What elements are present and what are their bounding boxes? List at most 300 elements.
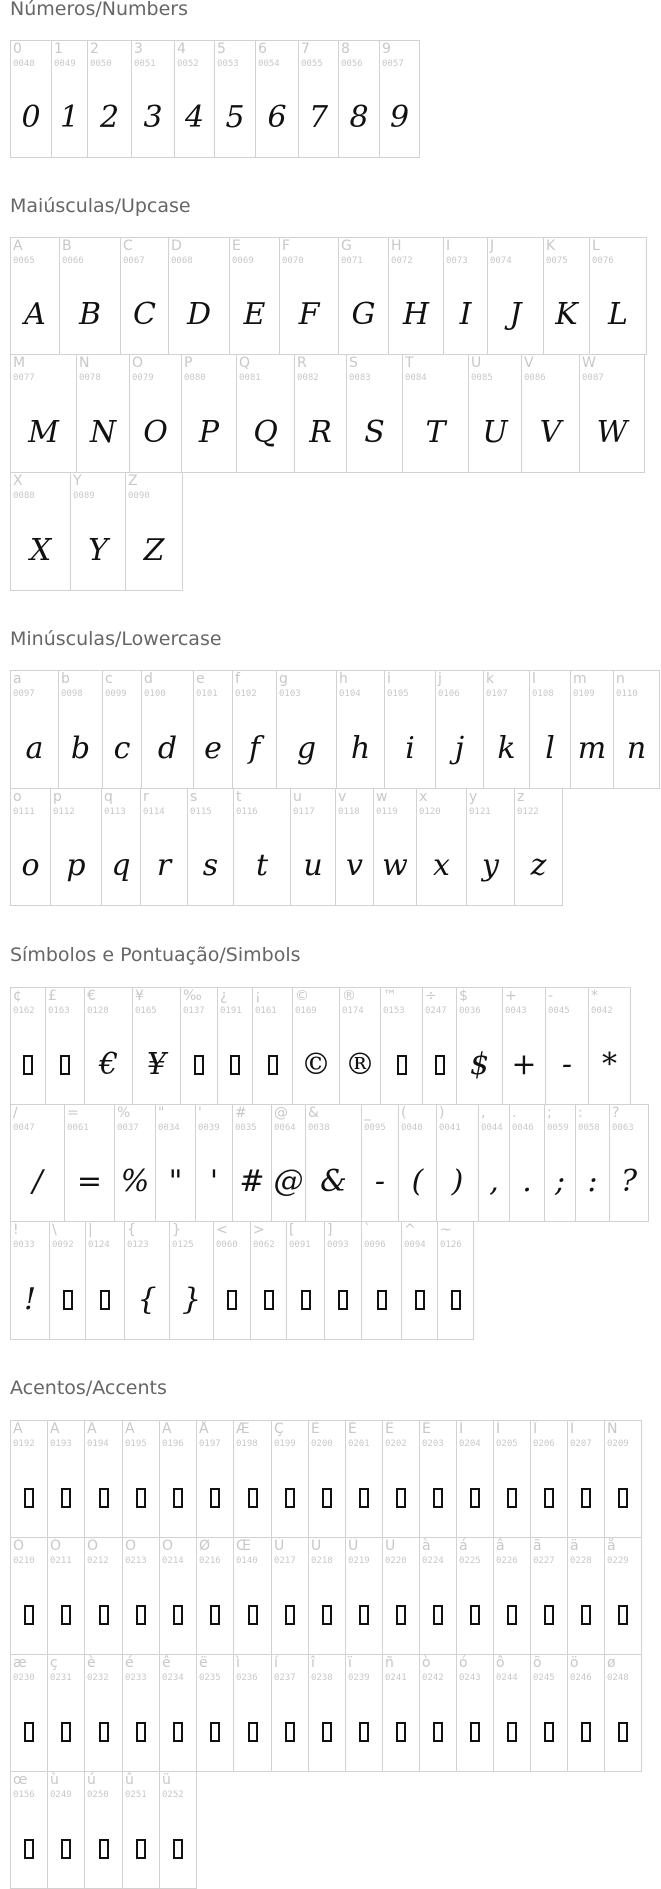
glyph-char-label: A (13, 238, 23, 254)
glyph-char-label: m (573, 671, 587, 687)
glyph-code-label: 0093 (327, 1240, 349, 1250)
glyph-cell (567, 1654, 605, 1772)
glyph-code-label: 0087 (582, 373, 604, 383)
glyph-cell (286, 1221, 325, 1340)
glyph-char-label: a (13, 671, 22, 687)
glyph-char-label: , (481, 1105, 486, 1121)
glyph-char-label: ø (607, 1655, 616, 1671)
glyph-char-label: á (459, 1538, 468, 1554)
glyph-cell (339, 987, 381, 1105)
glyph-sample: - (561, 1047, 573, 1082)
section-title: Símbolos e Pontuação/Simbols (10, 944, 301, 966)
glyph-cell (187, 788, 234, 906)
glyph-sample: o (21, 848, 40, 883)
glyph-cell (388, 237, 444, 355)
glyph-code-label: 0098 (61, 689, 83, 699)
missing-glyph-box-icon (494, 1697, 530, 1767)
glyph-code-label: 0110 (616, 689, 638, 699)
glyph-char-label: ~ (440, 1222, 452, 1238)
glyph-char-label: x (419, 789, 428, 805)
glyph-cell (493, 1537, 531, 1655)
glyph-code-label: 0097 (13, 689, 35, 699)
glyph-cell (59, 237, 121, 355)
missing-glyph-box-icon (605, 1463, 641, 1533)
glyph-char-label: n (616, 671, 625, 687)
missing-glyph-box-icon (253, 1030, 292, 1100)
glyph-code-label: 0213 (125, 1556, 147, 1566)
glyph-cell (276, 670, 337, 789)
missing-glyph-box-icon (381, 1030, 422, 1100)
glyph-code-label: 0191 (220, 1006, 242, 1016)
glyph-char-label: ' (198, 1105, 202, 1121)
glyph-code-label: 0124 (88, 1240, 110, 1250)
glyph-char-label: Ü (385, 1538, 396, 1554)
glyph-code-label: 0201 (348, 1439, 370, 1449)
glyph-char-label: f (235, 671, 240, 687)
glyph-cell (217, 987, 253, 1105)
glyph-sample: C (133, 297, 156, 332)
missing-glyph-box-icon (457, 1580, 493, 1650)
glyph-cell (84, 1654, 123, 1772)
glyph-sample: R (309, 414, 332, 450)
glyph-code-label: 0076 (592, 256, 614, 266)
glyph-char-label: 2 (90, 41, 99, 57)
missing-glyph-box-icon (160, 1463, 196, 1533)
glyph-char-label: | (88, 1222, 93, 1238)
missing-glyph-box-icon (309, 1463, 345, 1533)
glyph-code-label: 0102 (235, 689, 257, 699)
missing-glyph-box-icon (85, 1814, 122, 1884)
glyph-cell (530, 1654, 568, 1772)
glyph-code-label: 0229 (607, 1556, 629, 1566)
glyph-sample: g (296, 730, 317, 766)
section-title: Minúsculas/Lowercase (10, 628, 222, 650)
glyph-cell (443, 237, 488, 355)
glyph-char-label: 9 (382, 41, 391, 57)
glyph-code-label: 0120 (419, 807, 441, 817)
glyph-code-label: 0169 (295, 1006, 317, 1016)
glyph-code-label: 0217 (274, 1556, 296, 1566)
glyph-char-label: æ (13, 1655, 27, 1671)
glyph-sample: 3 (143, 100, 163, 135)
glyph-char-label: _ (364, 1105, 371, 1121)
glyph-char-label: Z (128, 473, 138, 489)
missing-glyph-box-icon (457, 1463, 493, 1533)
glyph-sample: . (522, 1164, 532, 1199)
glyph-char-label: u (293, 789, 302, 805)
glyph-char-label: 3 (134, 41, 143, 57)
glyph-code-label: 0197 (199, 1439, 221, 1449)
glyph-cell (101, 788, 141, 906)
glyph-code-label: 0209 (607, 1439, 629, 1449)
glyph-sample: } (181, 1281, 202, 1317)
glyph-cell (466, 788, 515, 906)
missing-glyph-box-icon (11, 1697, 47, 1767)
glyph-code-label: 0192 (13, 1439, 35, 1449)
glyph-code-label: 0104 (339, 689, 361, 699)
glyph-cell (609, 1104, 649, 1222)
glyph-char-label: U (471, 355, 482, 371)
glyph-code-label: 0090 (128, 491, 150, 501)
glyph-char-label: õ (533, 1655, 542, 1671)
glyph-code-label: 0069 (232, 256, 254, 266)
glyph-cell (379, 40, 420, 158)
missing-glyph-box-icon (11, 1030, 45, 1100)
glyph-code-label: 0046 (512, 1123, 534, 1133)
glyph-char-label: é (125, 1655, 134, 1671)
glyph-code-label: 0119 (376, 807, 398, 817)
glyph-sample: T (425, 414, 446, 450)
glyph-cell (271, 1537, 309, 1655)
glyph-char-label: N (79, 355, 90, 371)
glyph-code-label: 0115 (190, 807, 212, 817)
glyph-cell (456, 1420, 494, 1538)
glyph-sample: , (489, 1164, 499, 1199)
glyph-cell (456, 1537, 494, 1655)
glyph-code-label: 0033 (13, 1240, 35, 1250)
glyph-cell (141, 670, 194, 789)
glyph-sample: 0 (21, 100, 41, 135)
glyph-cell (570, 670, 614, 789)
glyph-code-label: 0203 (422, 1439, 444, 1449)
glyph-cell (10, 354, 77, 473)
glyph-cell (70, 472, 126, 591)
glyph-cell (382, 1654, 420, 1772)
glyph-char-label: W (582, 355, 596, 371)
glyph-cell (567, 1537, 605, 1655)
glyph-sample: @ (273, 1164, 304, 1199)
glyph-char-label: T (405, 355, 414, 371)
glyph-cell (233, 1654, 272, 1772)
glyph-cell (545, 987, 589, 1105)
glyph-sample: f (248, 730, 261, 766)
glyph-cell (487, 237, 544, 355)
glyph-cell (493, 1420, 531, 1538)
glyph-char-label: $ (459, 988, 468, 1004)
glyph-code-label: 0137 (183, 1006, 205, 1016)
glyph-code-label: 0122 (517, 807, 539, 817)
glyph-code-label: 0043 (505, 1006, 527, 1016)
missing-glyph-box-icon (181, 1030, 217, 1100)
glyph-code-label: 0245 (533, 1673, 555, 1683)
glyph-code-label: 0118 (338, 807, 360, 817)
glyph-char-label: R (297, 355, 307, 371)
glyph-char-label: £ (48, 988, 57, 1004)
glyph-code-label: 0074 (490, 256, 512, 266)
glyph-char-label: b (61, 671, 70, 687)
glyph-cell (64, 1104, 115, 1222)
glyph-char-label: ë (199, 1655, 208, 1671)
glyph-code-label: 0165 (135, 1006, 157, 1016)
glyph-char-label: j (438, 671, 442, 687)
glyph-sample: y (482, 848, 499, 883)
missing-glyph-box-icon (383, 1580, 419, 1650)
glyph-char-label: ¿ (220, 988, 228, 1004)
glyph-sample: % (120, 1164, 150, 1199)
glyph-cell (232, 1104, 272, 1222)
glyph-code-label: 0064 (274, 1123, 296, 1133)
glyph-sample: + (511, 1047, 537, 1082)
missing-glyph-box-icon (234, 1580, 271, 1650)
missing-glyph-box-icon (123, 1697, 159, 1767)
glyph-code-label: 0126 (440, 1240, 462, 1250)
missing-glyph-box-icon (11, 1463, 47, 1533)
glyph-char-label: ; (547, 1105, 552, 1121)
glyph-code-label: 0230 (13, 1673, 35, 1683)
glyph-code-label: 0194 (87, 1439, 109, 1449)
glyph-code-label: 0116 (236, 807, 258, 817)
glyph-sample: X (29, 532, 52, 568)
missing-glyph-box-icon (531, 1580, 567, 1650)
glyph-cell (76, 354, 130, 473)
missing-glyph-box-icon (325, 1264, 361, 1335)
glyph-char-label: Ò (13, 1538, 25, 1554)
glyph-code-label: 0040 (401, 1123, 423, 1133)
glyph-cell (509, 1104, 545, 1222)
glyph-sample: v (346, 848, 363, 883)
glyph-sample: = (76, 1164, 103, 1199)
glyph-sample: r (156, 848, 172, 883)
glyph-cell (380, 987, 423, 1105)
glyph-char-label: â (496, 1538, 505, 1554)
glyph-sample: H (402, 297, 430, 332)
glyph-cell (292, 987, 340, 1105)
glyph-char-label: C (123, 238, 133, 254)
missing-glyph-box-icon (309, 1697, 345, 1767)
glyph-char-label: € (87, 988, 96, 1004)
glyph-code-label: 0161 (255, 1006, 277, 1016)
glyph-char-label: ç (50, 1655, 58, 1671)
glyph-char-label: [ (289, 1222, 295, 1238)
glyph-sample: D (186, 297, 212, 332)
glyph-char-label: ñ (385, 1655, 394, 1671)
glyph-char-label: Ù (274, 1538, 285, 1554)
glyph-code-label: 0088 (13, 491, 35, 501)
glyph-cell (521, 354, 580, 473)
glyph-cell (345, 1537, 383, 1655)
glyph-cell (373, 788, 417, 906)
glyph-code-label: 0095 (364, 1123, 386, 1133)
glyph-char-label: # (235, 1105, 247, 1121)
glyph-sample: c (113, 730, 131, 766)
glyph-code-label: 0226 (496, 1556, 518, 1566)
glyph-char-label: ó (459, 1655, 468, 1671)
glyph-code-label: 0244 (496, 1673, 518, 1683)
glyph-sample: h (350, 730, 371, 766)
glyph-code-label: 0083 (349, 373, 371, 383)
glyph-cell (155, 1104, 196, 1222)
glyph-code-label: 0055 (301, 59, 323, 69)
glyph-cell (493, 1654, 531, 1772)
glyph-code-label: 0042 (591, 1006, 613, 1016)
glyph-char-label: k (486, 671, 495, 687)
glyph-char-label: L (592, 238, 600, 254)
glyph-sample: # (239, 1164, 265, 1199)
glyph-cell (87, 40, 132, 158)
glyph-code-label: 0204 (459, 1439, 481, 1449)
glyph-char-label: Ï (570, 1421, 575, 1437)
missing-glyph-box-icon (383, 1463, 419, 1533)
glyph-sample: d (157, 730, 178, 766)
glyph-char-label: ™ (383, 988, 397, 1004)
missing-glyph-box-icon (568, 1463, 604, 1533)
glyph-cell (196, 1537, 234, 1655)
glyph-code-label: 0045 (548, 1006, 570, 1016)
glyph-char-label: Å (199, 1421, 209, 1437)
glyph-char-label: > (253, 1222, 265, 1238)
glyph-char-label: 8 (341, 41, 350, 57)
missing-glyph-box-icon (123, 1463, 159, 1533)
missing-glyph-box-icon (123, 1814, 159, 1884)
glyph-sample: V (539, 414, 562, 450)
glyph-code-label: 0080 (184, 373, 206, 383)
missing-glyph-box-icon (494, 1580, 530, 1650)
glyph-char-label: í (274, 1655, 278, 1671)
glyph-char-label: : (578, 1105, 583, 1121)
glyph-sample: 8 (349, 100, 369, 135)
glyph-sample: b (70, 730, 91, 766)
glyph-char-label: Ê (385, 1421, 394, 1437)
glyph-cell (120, 237, 169, 355)
glyph-char-label: Ç (274, 1421, 284, 1437)
glyph-code-label: 0107 (486, 689, 508, 699)
glyph-code-label: 0247 (425, 1006, 447, 1016)
glyph-cell (530, 1537, 568, 1655)
glyph-char-label: Ø (199, 1538, 211, 1554)
glyph-sample: ¥ (146, 1047, 167, 1082)
missing-glyph-box-icon (197, 1463, 233, 1533)
glyph-sample: ( (411, 1164, 424, 1199)
glyph-code-label: 0212 (87, 1556, 109, 1566)
glyph-code-label: 0051 (134, 59, 156, 69)
glyph-char-label: Æ (236, 1421, 250, 1437)
glyph-code-label: 0054 (258, 59, 280, 69)
glyph-code-label: 0038 (308, 1123, 330, 1133)
glyph-code-label: 0068 (171, 256, 193, 266)
glyph-cell (181, 354, 237, 473)
glyph-cell (361, 1104, 399, 1222)
glyph-sample: q (111, 848, 131, 883)
glyph-cell (298, 40, 339, 158)
glyph-cell (10, 788, 51, 906)
glyph-code-label: 0050 (90, 59, 112, 69)
glyph-cell (589, 237, 647, 355)
glyph-code-label: 0238 (311, 1673, 333, 1683)
glyph-char-label: S (349, 355, 358, 371)
glyph-sample: ! (23, 1281, 37, 1317)
glyph-cell (436, 1104, 479, 1222)
glyph-cell (10, 1420, 48, 1538)
glyph-char-label: J (490, 238, 495, 254)
glyph-code-label: 0047 (13, 1123, 35, 1133)
glyph-code-label: 0202 (385, 1439, 407, 1449)
glyph-char-label: à (422, 1538, 431, 1554)
glyph-cell (308, 1537, 346, 1655)
glyph-cell (84, 1771, 123, 1889)
glyph-cell (45, 987, 85, 1105)
glyph-char-label: p (53, 789, 62, 805)
glyph-char-label: ä (570, 1538, 579, 1554)
missing-glyph-box-icon (46, 1030, 84, 1100)
section-title: Maiúsculas/Upcase (10, 195, 191, 217)
glyph-cell (196, 1654, 234, 1772)
glyph-char-label: ê (162, 1655, 171, 1671)
missing-glyph-box-icon (160, 1580, 196, 1650)
glyph-code-label: 0044 (481, 1123, 503, 1133)
glyph-char-label: ^ (404, 1222, 416, 1238)
glyph-code-label: 0224 (422, 1556, 444, 1566)
glyph-code-label: 0251 (125, 1790, 147, 1800)
glyph-char-label: Y (73, 473, 82, 489)
glyph-sample: € (98, 1047, 119, 1082)
glyph-code-label: 0252 (162, 1790, 184, 1800)
glyph-code-label: 0048 (13, 59, 35, 69)
glyph-code-label: 0082 (297, 373, 319, 383)
glyph-code-label: 0242 (422, 1673, 444, 1683)
glyph-cell (193, 670, 233, 789)
glyph-cell (122, 1771, 160, 1889)
glyph-cell (10, 1771, 48, 1889)
glyph-char-label: H (391, 238, 402, 254)
glyph-sample: 7 (308, 100, 329, 135)
glyph-char-label: Ä (162, 1421, 172, 1437)
glyph-code-label: 0239 (348, 1673, 370, 1683)
glyph-char-label: ò (422, 1655, 431, 1671)
glyph-cell (271, 1104, 306, 1222)
glyph-sample: " (168, 1164, 183, 1199)
missing-glyph-box-icon (85, 1580, 122, 1650)
missing-glyph-box-icon (531, 1697, 567, 1767)
glyph-cell (271, 1420, 309, 1538)
glyph-sample: t (255, 848, 269, 883)
glyph-code-label: 0037 (117, 1123, 139, 1133)
glyph-char-label: ï (348, 1655, 352, 1671)
glyph-cell (468, 354, 522, 473)
glyph-sample: © (301, 1047, 331, 1082)
glyph-char-label: Ì (459, 1421, 464, 1437)
glyph-char-label: œ (13, 1772, 28, 1788)
missing-glyph-box-icon (11, 1580, 47, 1650)
glyph-code-label: 0162 (13, 1006, 35, 1016)
missing-glyph-box-icon (85, 1463, 122, 1533)
glyph-sample: Z (143, 532, 165, 568)
glyph-cell (102, 670, 142, 789)
glyph-char-label: ¢ (13, 988, 22, 1004)
missing-glyph-box-icon (309, 1580, 345, 1650)
glyph-sample: Q (253, 414, 278, 450)
glyph-char-label: e (196, 671, 205, 687)
glyph-cell (174, 40, 215, 158)
glyph-char-label: F (282, 238, 291, 254)
glyph-sample: N (89, 414, 117, 450)
glyph-cell (122, 1654, 160, 1772)
missing-glyph-box-icon (287, 1264, 324, 1335)
glyph-code-label: 0237 (274, 1673, 296, 1683)
glyph-cell (236, 354, 295, 473)
glyph-cell (543, 237, 590, 355)
glyph-char-label: Ã (125, 1421, 135, 1437)
glyph-cell (10, 472, 71, 591)
glyph-code-label: 0250 (87, 1790, 109, 1800)
glyph-sample: j (454, 730, 465, 766)
glyph-char-label: / (13, 1105, 18, 1121)
glyph-code-label: 0233 (125, 1673, 147, 1683)
missing-glyph-box-icon (50, 1264, 85, 1335)
missing-glyph-box-icon (160, 1697, 196, 1767)
missing-glyph-box-icon (605, 1697, 641, 1767)
glyph-cell (84, 1537, 123, 1655)
missing-glyph-box-icon (420, 1697, 456, 1767)
